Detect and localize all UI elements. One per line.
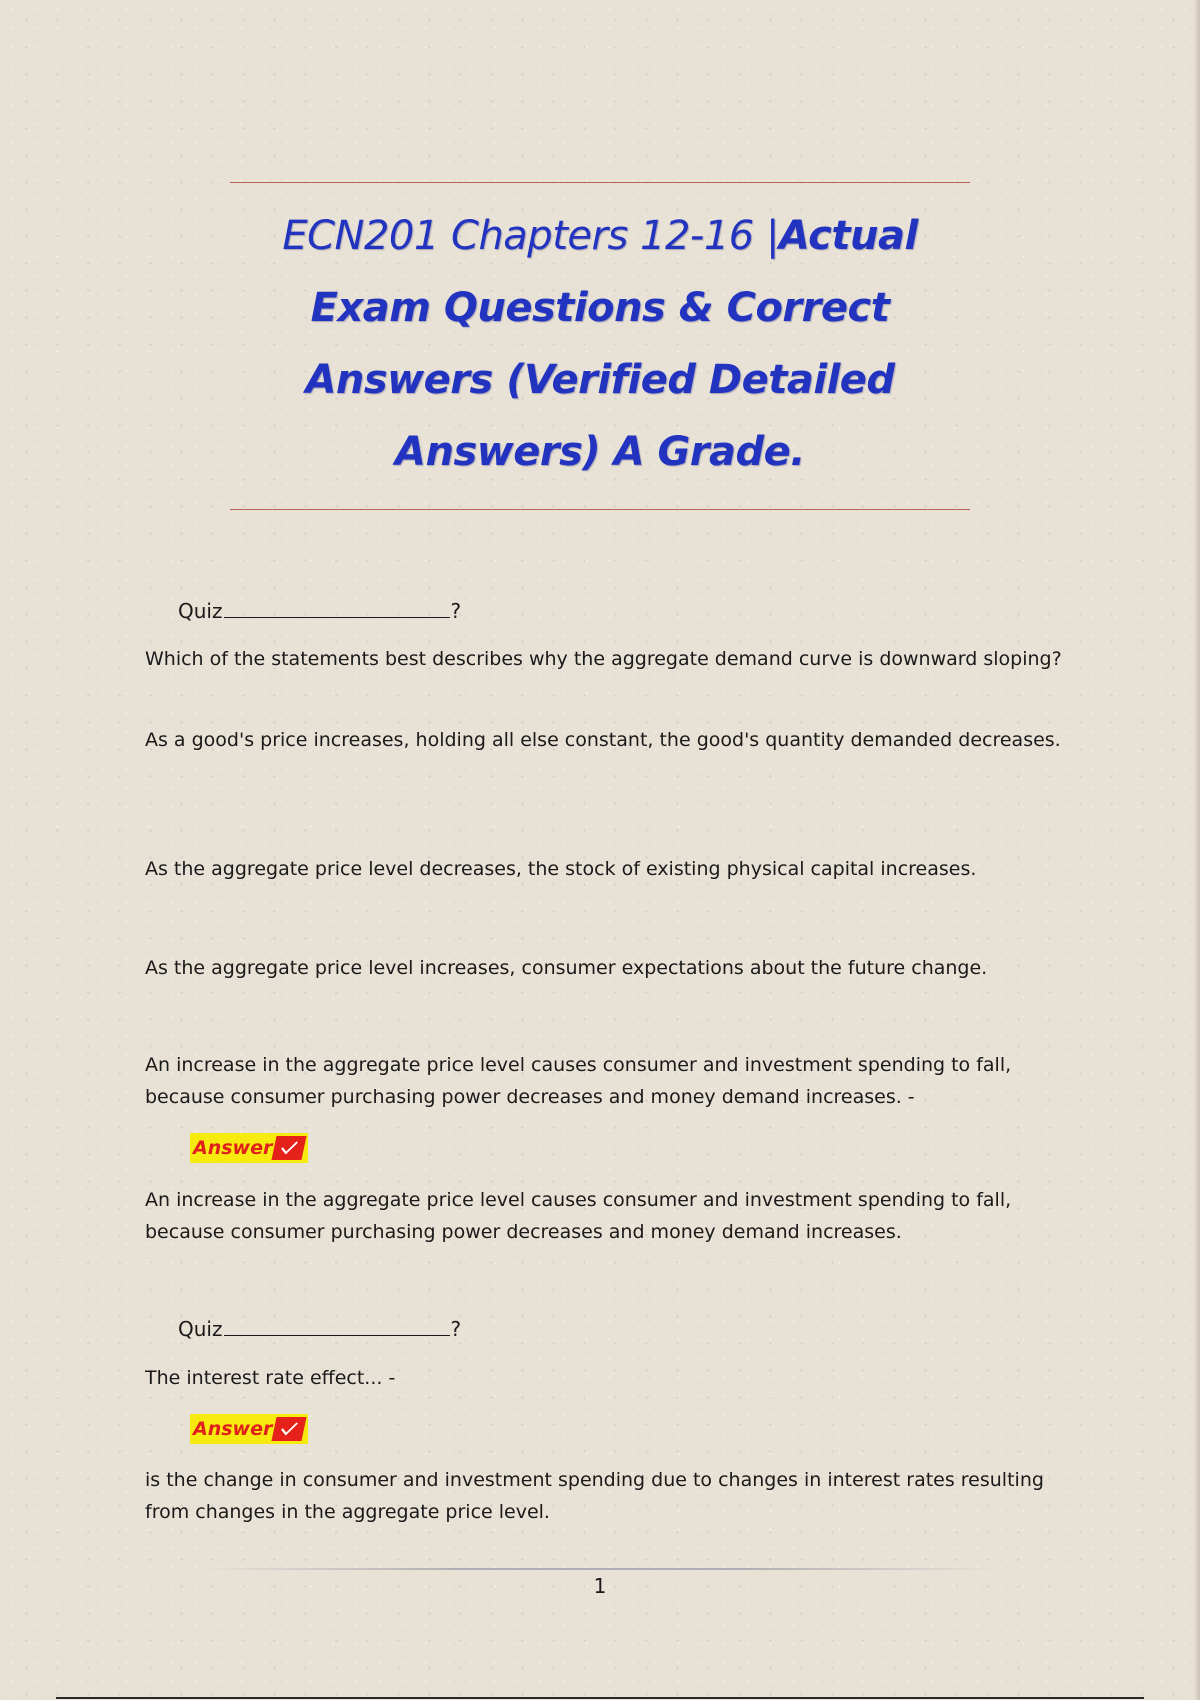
question-1-answer: An increase in the aggregate price level causes consumer and investment spending to fall, because consumer purchasing power decreases and money demand increases. — [145, 1189, 1012, 1243]
page-number: 1 — [593, 1574, 607, 1598]
title-bold-part: Actual Exam Questions & Correct Answers (Verified Detailed Answers) A Grade. — [305, 213, 918, 475]
quiz-suffix: ? — [450, 1317, 462, 1341]
question-2-prompt: The interest rate effect... - — [145, 1367, 396, 1389]
checkmark-icon — [272, 1417, 307, 1441]
answer-badge-1 — [190, 1133, 308, 1163]
quiz-suffix: ? — [450, 599, 462, 623]
question-1-option-3: As the aggregate price level increases, consumer expectations about the future change. — [145, 957, 988, 979]
answer-label: Answer — [193, 1137, 273, 1159]
checkmark-icon — [272, 1136, 307, 1160]
question-2-answer: is the change in consumer and investment spending due to changes in interest rates resulting from changes in the aggregate price level. — [145, 1469, 1044, 1523]
answer-badge-2 — [190, 1414, 308, 1444]
page-edge — [1194, 0, 1200, 1700]
quiz-label-2 — [178, 1315, 461, 1342]
title-top-rule — [230, 182, 970, 183]
document-title — [230, 200, 970, 488]
question-1-option-4: An increase in the aggregate price level causes consumer and investment spending to fall, because consumer purchasing power decreases and money demand increases. - — [145, 1054, 1012, 1108]
quiz-blank-line — [224, 597, 450, 618]
title-bottom-rule — [230, 509, 970, 510]
page-bottom-rule — [56, 1697, 1144, 1699]
quiz-blank-line — [224, 1315, 450, 1336]
answer-label: Answer — [193, 1418, 273, 1440]
quiz-label-1 — [178, 597, 461, 624]
quiz-label-text: Quiz — [178, 599, 223, 623]
question-1-option-1: As a good's price increases, holding all else constant, the good's quantity demanded decreases. — [145, 729, 1061, 751]
question-1-prompt: Which of the statements best describes why the aggregate demand curve is downward sloping? — [145, 648, 1062, 670]
quiz-label-text: Quiz — [178, 1317, 223, 1341]
question-1-option-2: As the aggregate price level decreases, the stock of existing physical capital increases. — [145, 858, 977, 880]
footer-rule — [200, 1568, 1000, 1570]
title-light-part: ECN201 Chapters 12-16 | — [282, 213, 779, 259]
